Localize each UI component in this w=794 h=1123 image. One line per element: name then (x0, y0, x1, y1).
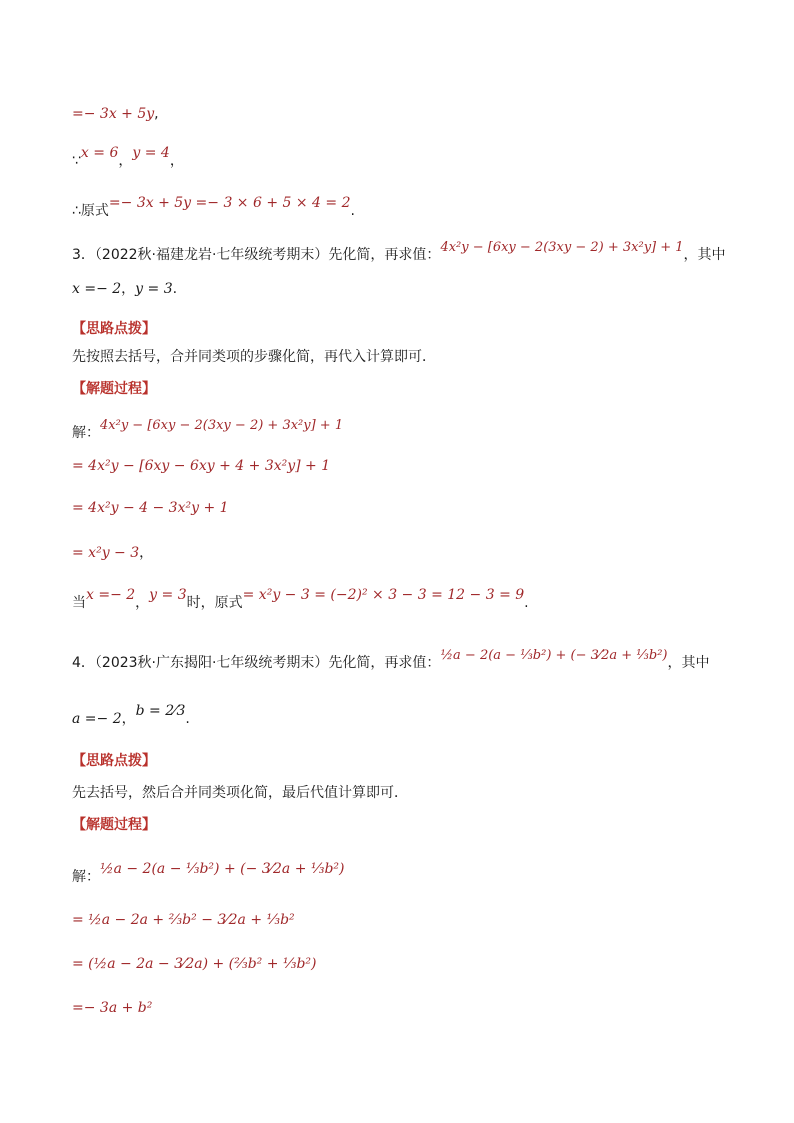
math-expression: = x²y − 3 = (−2)² × 3 − 3 = 12 − 3 = 9 (242, 587, 525, 603)
math-expression: ½a − 2(a − ⅓b²) + (− 3⁄2a + ⅓b²) (100, 861, 345, 877)
condition-y: y = 3 (135, 281, 173, 297)
solution-label: 解： (72, 869, 100, 885)
solution-heading: 【解题过程】 (72, 817, 156, 833)
therefore-label: ∴原式 (72, 203, 109, 219)
math-y-value: y = 4 (132, 145, 170, 161)
condition-b: b = 2⁄3 (135, 703, 186, 719)
because-symbol: ∵ (72, 153, 81, 169)
math-y-value: y = 3 (149, 587, 187, 603)
solution-step-line (72, 500, 229, 516)
hint-text: 先按照去括号，合并同类项的步骤化简，再代入计算即可． (72, 349, 436, 365)
problem-3-tail: ，其中 (683, 247, 726, 263)
condition-a: a =− 2 (72, 711, 122, 727)
punctuation: . (172, 281, 178, 297)
condition-x: x =− 2 (72, 281, 122, 297)
problem-3-source: 3．（2022秋·福建龙岩·七年级统考期末）先化简，再求值： (72, 247, 441, 263)
solution-step-line (72, 106, 159, 122)
solution-step-line (72, 861, 345, 886)
math-expression: = x²y − 3 (72, 545, 140, 561)
punctuation: , (154, 106, 159, 122)
solution-step-line (72, 1000, 152, 1016)
hint-heading: 【思路点拨】 (72, 321, 156, 337)
math-x-value: x = 6 (80, 145, 119, 161)
math-expression: = ½a − 2a + ⅔b² − 3⁄2a + ⅓b² (72, 912, 295, 928)
math-x-value: x =− 2 (86, 587, 136, 603)
solution-heading: 【解题过程】 (72, 381, 156, 397)
problem-4-source: 4．（2023秋·广东揭阳·七年级统考期末）先化简，再求值： (72, 655, 441, 671)
hint-heading: 【思路点拨】 (72, 753, 156, 769)
math-expression: = 4x²y − 4 − 3x²y + 1 (72, 500, 229, 516)
math-expression: =− 3x + 5y (72, 106, 155, 122)
punctuation: ， (139, 545, 154, 561)
substitution-line (72, 587, 529, 612)
solution-step-line (72, 458, 330, 474)
math-expression: = 4x²y − [6xy − 6xy + 4 + 3x²y] + 1 (72, 458, 331, 474)
solution-label: 解： (72, 425, 100, 441)
punctuation: . (185, 711, 190, 727)
punctuation: ， (169, 153, 184, 169)
solution-step-line (72, 956, 317, 972)
problem-4-statement (72, 648, 710, 672)
math-expression: = (½a − 2a − 3⁄2a) + (⅔b² + ⅓b²) (72, 956, 317, 972)
shi-label: 时，原式 (186, 595, 243, 611)
punctuation: ， (118, 153, 133, 169)
punctuation: . (524, 595, 529, 611)
punctuation: . (350, 203, 355, 219)
math-expression: =− 3x + 5y =− 3 × 6 + 5 × 4 = 2 (108, 195, 351, 211)
hint-text: 先去括号，然后合并同类项化简，最后代值计算即可． (72, 785, 408, 801)
result-line (72, 195, 355, 220)
solution-step-line (72, 542, 153, 562)
problem-4-conditions (72, 703, 190, 728)
solution-step-line (72, 912, 295, 928)
problem-4-tail: ，其中 (667, 655, 710, 671)
punctuation: ， (135, 595, 150, 611)
given-values-line (72, 145, 184, 170)
math-expression: =− 3a + b² (72, 1000, 153, 1016)
punctuation: ， (121, 281, 136, 297)
problem-4-expression: ½a − 2(a − ⅓b²) + (− 3⁄2a + ⅓b²) (440, 648, 668, 663)
math-expression: 4x²y − [6xy − 2(3xy − 2) + 3x²y] + 1 (100, 418, 344, 433)
problem-3-conditions (72, 278, 177, 298)
punctuation: ， (121, 711, 136, 727)
solution-step-line (72, 418, 344, 442)
problem-3-statement (72, 240, 726, 264)
when-label: 当 (72, 595, 86, 611)
problem-3-expression: 4x²y − [6xy − 2(3xy − 2) + 3x²y] + 1 (440, 240, 684, 255)
